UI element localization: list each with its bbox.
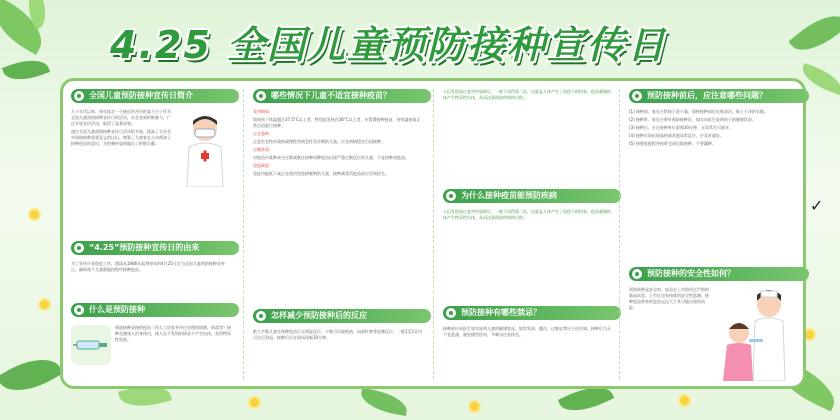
unsuitable-text: 发热期间： 如果孩子体温超过37.5°C以上者，特别是发热在38°C以上者，应暂缓接种疫苗，待体温恢复正常后再进行接种。 正在患病： 正患有急性传染病或慢性疾病急性发作期的儿童，应在病情稳定后再接种。 过敏体质： 对疫苗中某种成分过敏或既往接种同种疫苗出现严重过敏反应的儿童，不宜接种该疫苗。 免疫缺陷： 免疫功能低下或正在使用免疫抑制剂的儿童，接种减毒活疫苗前应咨询医生。 [253, 109, 421, 176]
section-heading-what: 什么是预防接种 [71, 303, 239, 317]
section-heading-reduce: 怎样减少预防接种后的反应 [253, 309, 431, 323]
bullet-icon [446, 191, 456, 201]
flower-decoration [805, 330, 814, 339]
flower-decoration [680, 396, 689, 405]
column-divider [243, 89, 245, 379]
column-1 [71, 81, 246, 386]
bullet-icon [256, 91, 266, 101]
section-heading-safety: 预防接种的安全性如何？ [629, 267, 809, 281]
section-heading-intro: 全国儿童预防接种宣传日简介 [71, 89, 239, 103]
intro-text: 九十年代以来，每年选定一个接近四月份的某个日子作为全国儿童预防接种宣传日的活动，社会各界积极参与，广泛开展宣传活动，取得了显著成效。 通过全国儿童预防接种宣传日活动的开展，提高了全社会对预防接种重要意义的认识，增强了儿童家长主动带孩子接种疫苗的意识，为控制传染病做出了积极贡献。 [71, 109, 171, 146]
column-4 [629, 81, 804, 386]
title-banner [0, 14, 840, 66]
section-heading-why: 为什么接种疫苗能预防疾病 [443, 189, 621, 203]
bullet-icon [446, 308, 456, 318]
section-heading-origin: “4.25”预防接种宣传日的由来 [71, 241, 239, 255]
column-2 [253, 81, 428, 386]
bullet-icon [632, 269, 642, 279]
doctor-illustration [179, 113, 231, 187]
safety-text: 预防接种是安全的。疫苗在上市前经过严格的临床试验，上市后也有持续的安全性监测。接种疫苗带来的益处远远大于其可能出现的风险。 [629, 287, 709, 310]
nurse-child-illustration [713, 285, 797, 381]
column-3 [443, 81, 618, 386]
column-divider [619, 89, 621, 379]
why-text: 人们发现患过某些传染病后，一般不再得第二次，这就是人体产生了免疫力的结果。疫苗刺激机体产生特异性抗体，从而达到预防疾病的目的。 [443, 209, 611, 220]
section-heading-unsuitable: 哪些情况下儿童不适宜接种疫苗？ [253, 89, 431, 103]
section-heading-cautions: 预防接种有哪些禁忌？ [443, 306, 621, 320]
content-panel [60, 78, 806, 389]
what-text: 预防接种是指把疫苗（用人工培育并经过处理的病菌、病毒等）接种在健康人的身体内，使人在不发病的情况下产生抗体，获得特异性免疫。 [115, 325, 231, 342]
syringe-illustration [71, 325, 111, 365]
bullet-icon [74, 243, 84, 253]
bullet-icon [74, 91, 84, 101]
before-after-text: (1) 接种前，家长应给孩子洗个澡，保持接种部位皮肤清洁，换上干净的衣服。 (2) 接种时，家长应带好预防接种证，如实向医生说明孩子的健康状况。 (3) 接种后，应在接种单位留观30分钟，无异常方可离开。 (4) 接种后如出现高热或其他异常反应，应及时就医。 (5) 按照免疫程序按时完成后续接种，不要漏种。 [629, 109, 768, 146]
vaccine-intro-text: 人们发现患过某些传染病后，一般不再得第二次，这就是人体产生了免疫力的结果。疫苗刺激机体产生特异性抗体，从而达到预防疾病的目的。 [443, 89, 611, 100]
reduce-text: 绝大多数儿童在接种疫苗后无明显反应，少数可出现低热、局部红肿等轻微反应，一般1至2天内可自行消退。接种后应在现场留观30分钟。 [253, 329, 423, 340]
flower-decoration [250, 398, 259, 407]
cautions-text: 接种前应向医生如实说明儿童的健康状况，如有发热、腹泻、过敏史等应主动告知。接种后当天不宜洗澡，避免剧烈活动，多喝水注意休息。 [443, 326, 611, 337]
page-title: 4.25 全国儿童预防接种宣传日 [110, 23, 667, 67]
flower-decoration [470, 402, 479, 411]
bullet-icon [632, 91, 642, 101]
section-heading-before-after: 预防接种前后，应注意哪些问题？ [629, 89, 809, 103]
column-divider [433, 89, 435, 379]
bullet-icon [256, 311, 266, 321]
bird-icon: ✓ [810, 196, 824, 215]
bullet-icon [74, 305, 84, 315]
flower-decoration [30, 210, 39, 219]
origin-text: 为了宣传计划免疫工作，我国从1986年起将每年的4月25日定为全国儿童预防接种宣传日，确保每个儿童都能按程序接种疫苗。 [71, 261, 225, 272]
flower-decoration [40, 300, 49, 309]
